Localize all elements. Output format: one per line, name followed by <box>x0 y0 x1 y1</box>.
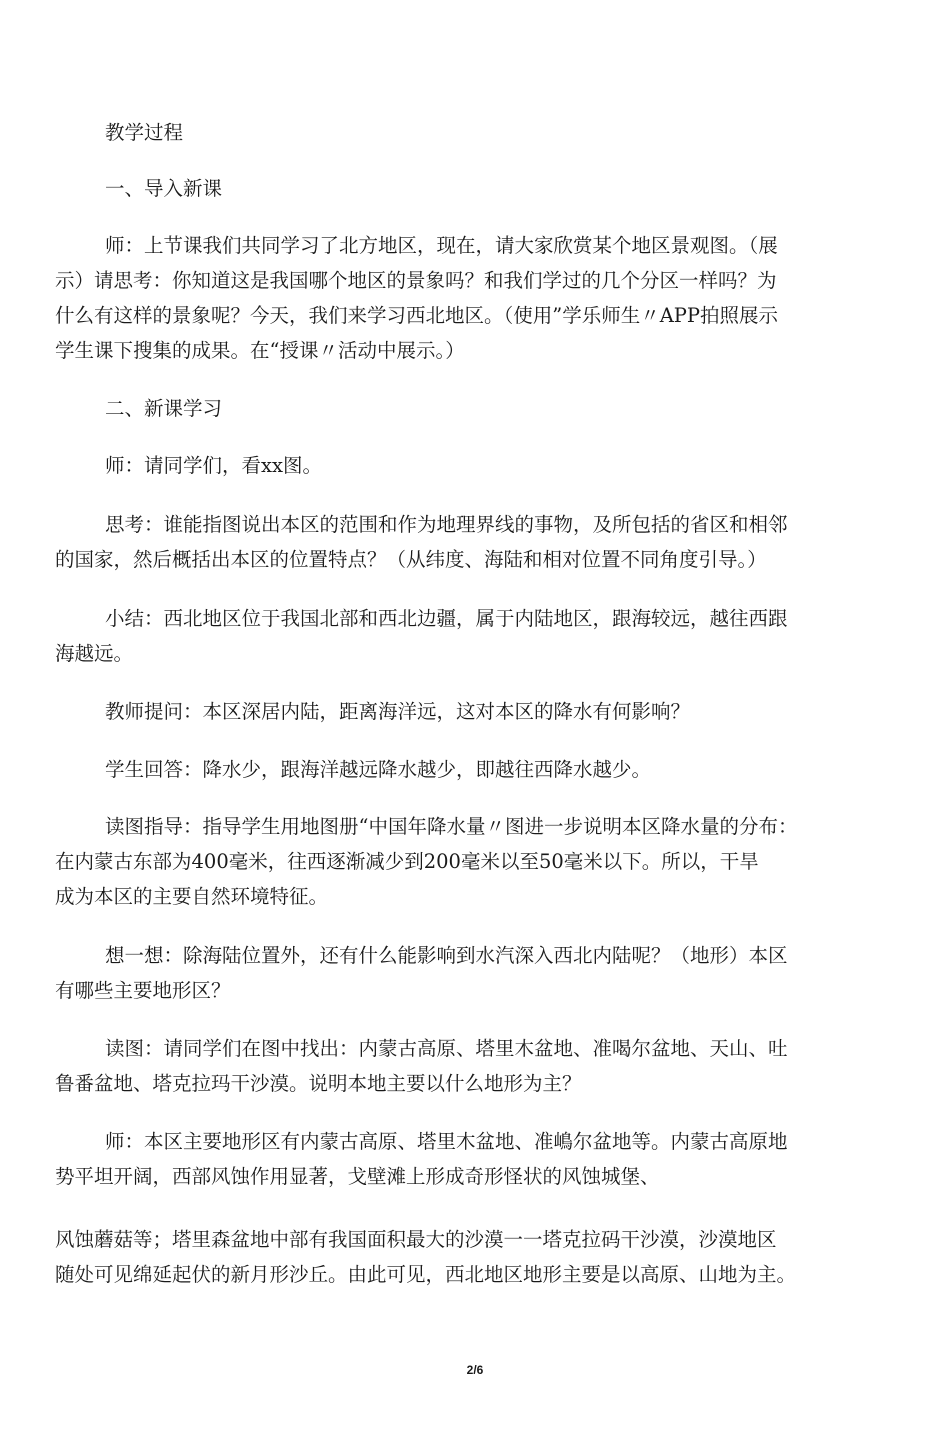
text-line: 什么有这样的景象呢？今天，我们来学习西北地区。（使用”学乐师生〃APP拍照展示 <box>55 304 779 327</box>
text-line: 小结：西北地区位于我国北部和西北边疆，属于内陆地区，跟海较远，越往西跟 <box>105 607 788 630</box>
heading-teaching-process: 教学过程 <box>105 121 184 144</box>
paragraph-student-answer: 学生回答：降水少，跟海洋越远降水越少，即越往西降水越少。 <box>105 758 652 781</box>
text-line: 读图：请同学们在图中找出：内蒙古高原、塔里木盆地、准喝尔盆地、天山、吐 <box>105 1037 788 1060</box>
text-line: 鲁番盆地、塔克拉玛干沙漠。说明本地主要以什么地形为主？ <box>55 1072 582 1095</box>
text-line: 风蚀蘑菇等；塔里森盆地中部有我国面积最大的沙漠一一塔克拉码干沙漠，沙漠地区 <box>55 1228 777 1251</box>
text-line: 在内蒙古东部为400毫米，往西逐渐减少到200毫米以至50毫米以下。所以，干旱 <box>55 850 759 873</box>
text-line: 学生课下搜集的成果。在“授课〃活动中展示。） <box>55 339 465 362</box>
text-line: 成为本区的主要自然环境特征。 <box>55 885 329 908</box>
text-line: 海越远。 <box>55 642 134 665</box>
text-line: 想一想：除海陆位置外，还有什么能影响到水汽深入西北内陆呢？（地形）本区 <box>105 944 788 967</box>
text-line: 思考：谁能指图说出本区的范围和作为地理界线的事物，及所包括的省区和相邻 <box>105 513 788 536</box>
text-line: 读图指导：指导学生用地图册“中国年降水量〃图进一步说明本区降水量的分布： <box>105 815 798 838</box>
page-number: 2/6 <box>466 1363 484 1377</box>
text-line: 师：本区主要地形区有内蒙古高原、塔里木盆地、准嶋尔盆地等。内蒙古高原地 <box>105 1130 788 1153</box>
text-line: 势平坦开阔，西部风蚀作用显著，戈壁滩上形成奇形怪状的风蚀城堡、 <box>55 1165 660 1188</box>
text-line: 有哪些主要地形区？ <box>55 979 231 1002</box>
section-intro: 一、导入新课 <box>105 177 223 200</box>
section-new-lesson: 二、新课学习 <box>105 397 223 420</box>
text-line: 师：上节课我们共同学习了北方地区，现在，请大家欣赏某个地区景观图。（展 <box>105 234 778 257</box>
paragraph-teacher-question: 教师提问：本区深居内陆，距离海洋远，这对本区的降水有何影响？ <box>105 700 691 723</box>
text-line: 的国家，然后概括出本区的位置特点？（从纬度、海陆和相对位置不同角度引导。） <box>55 548 767 571</box>
paragraph-teacher-map: 师：请同学们，看xx图。 <box>105 454 322 477</box>
text-line: 示）请思考：你知道这是我国哪个地区的景象吗？和我们学过的几个分区一样吗？为 <box>55 269 777 292</box>
text-line: 随处可见绵延起伏的新月形沙丘。由此可见，西北地区地形主要是以高原、山地为主。 <box>55 1263 797 1286</box>
